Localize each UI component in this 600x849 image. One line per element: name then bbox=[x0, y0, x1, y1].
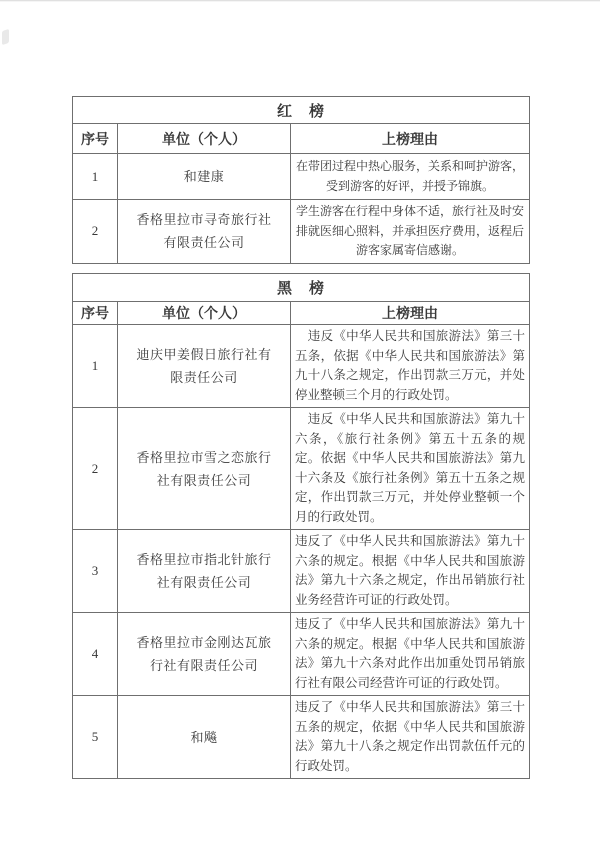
reason-cell: 学生游客在行程中身体不适，旅行社及时安排就医细心照料，并承担医疗费用，返程后游客家属寄信感谢。 bbox=[291, 200, 530, 264]
col-header-reason: 上榜理由 bbox=[291, 124, 530, 154]
red-list-header-row bbox=[73, 124, 530, 154]
black-list-title: 黑 榜 bbox=[73, 274, 530, 302]
col-header-no: 序号 bbox=[73, 124, 118, 154]
black-list-table bbox=[72, 273, 530, 779]
scan-edge-artifact bbox=[0, 0, 600, 2]
row-number-cell: 1 bbox=[73, 154, 118, 200]
reason-cell: 违反《中华人民共和国旅游法》第三十五条，依据《中华人民共和国旅游法》第九十八条之规定，作出罚款三万元，并处停业整顿三个月的行政处罚。 bbox=[291, 325, 530, 408]
col-header-reason: 上榜理由 bbox=[291, 302, 530, 325]
col-header-unit: 单位（个人） bbox=[118, 124, 291, 154]
unit-cell: 和飚 bbox=[118, 696, 291, 779]
row-number-cell: 5 bbox=[73, 696, 118, 779]
row-number-cell: 4 bbox=[73, 613, 118, 696]
reason-cell: 在带团过程中热心服务，关系和呵护游客，受到游客的好评，并授予锦旗。 bbox=[291, 154, 530, 200]
col-header-unit: 单位（个人） bbox=[118, 302, 291, 325]
unit-cell: 香格里拉市寻奇旅行社有限责任公司 bbox=[118, 200, 291, 264]
black-list-title-row bbox=[73, 274, 530, 302]
reason-cell: 违反了《中华人民共和国旅游法》第九十六条的规定。根据《中华人民共和国旅游法》第九十六条之规定，作出吊销旅行社业务经营许可证的行政处罚。 bbox=[291, 530, 530, 613]
scan-smudge-artifact bbox=[2, 29, 9, 46]
row-number-cell: 3 bbox=[73, 530, 118, 613]
red-list-title: 红 榜 bbox=[73, 97, 530, 124]
unit-cell: 和建康 bbox=[118, 154, 291, 200]
reason-cell: 违反了《中华人民共和国旅游法》第三十五条的规定，依据《中华人民共和国旅游法》第九十八条之规定作出罚款伍仟元的行政处罚。 bbox=[291, 696, 530, 779]
reason-cell: 违反《中华人民共和国旅游法》第九十六条，《旅行社条例》第五十五条的规定。依据《中华人民共和国旅游法》第九十六条及《旅行社条例》第五十五条之规定，作出罚款三万元，并处停业整顿一个月的行政处罚。 bbox=[291, 408, 530, 530]
table-row bbox=[73, 613, 530, 696]
table-row bbox=[73, 408, 530, 530]
row-number-cell: 1 bbox=[73, 325, 118, 408]
black-list-header-row bbox=[73, 302, 530, 325]
unit-cell: 迪庆甲姜假日旅行社有限责任公司 bbox=[118, 325, 291, 408]
reason-cell: 违反了《中华人民共和国旅游法》第九十六条的规定。根据《中华人民共和国旅游法》第九十六条对此作出加重处罚吊销旅行社有限公司经营许可证的行政处罚。 bbox=[291, 613, 530, 696]
unit-cell: 香格里拉市金刚达瓦旅行社有限责任公司 bbox=[118, 613, 291, 696]
table-row bbox=[73, 154, 530, 200]
red-list-table bbox=[72, 96, 530, 264]
table-row bbox=[73, 325, 530, 408]
red-list-title-row bbox=[73, 97, 530, 124]
unit-cell: 香格里拉市指北针旅行社有限责任公司 bbox=[118, 530, 291, 613]
table-row bbox=[73, 696, 530, 779]
table-row bbox=[73, 200, 530, 264]
table-row bbox=[73, 530, 530, 613]
row-number-cell: 2 bbox=[73, 408, 118, 530]
unit-cell: 香格里拉市雪之恋旅行社有限责任公司 bbox=[118, 408, 291, 530]
col-header-no: 序号 bbox=[73, 302, 118, 325]
row-number-cell: 2 bbox=[73, 200, 118, 264]
